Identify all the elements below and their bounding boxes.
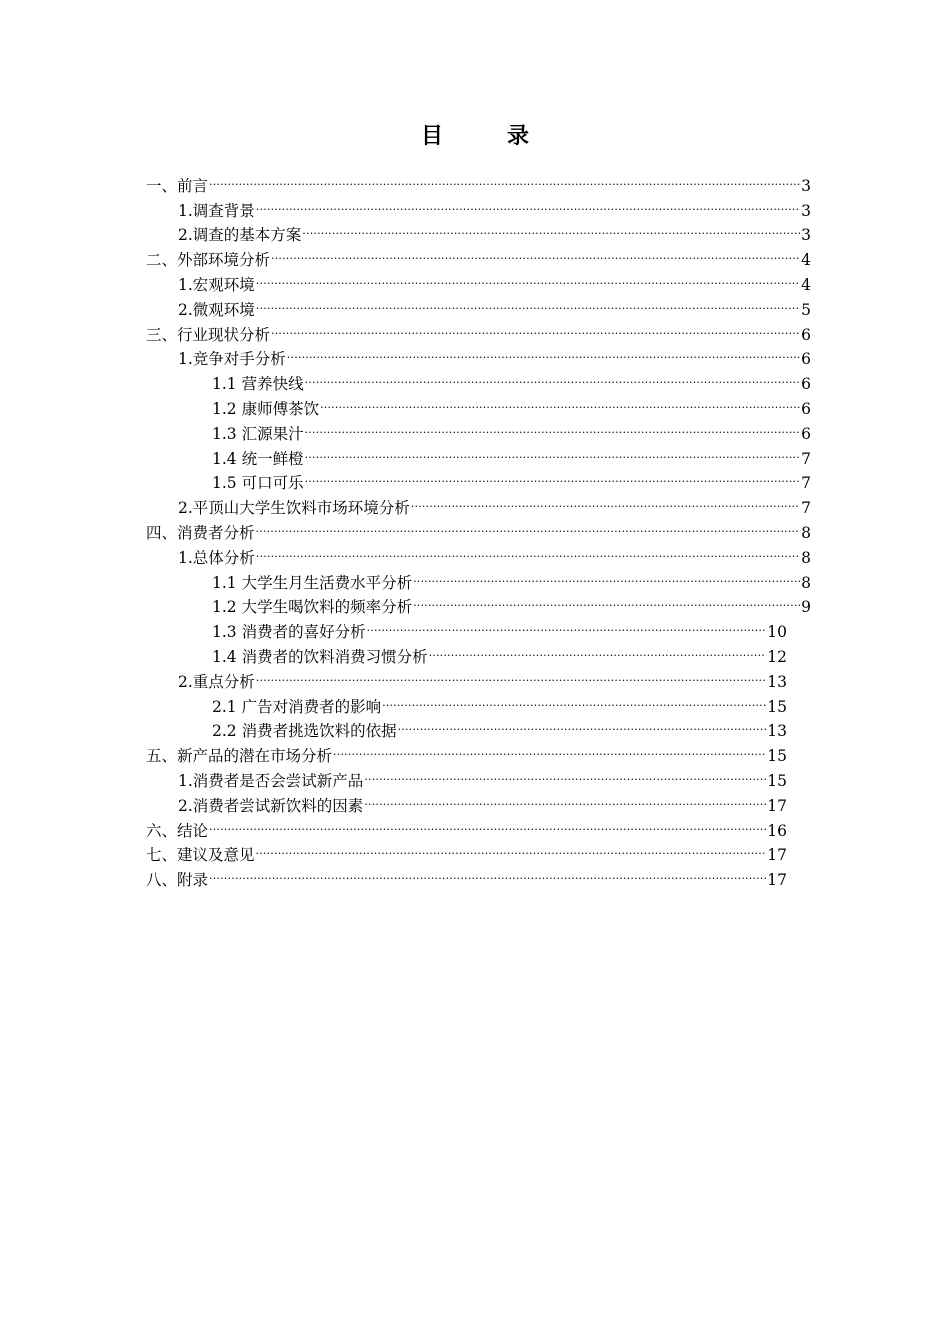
toc-entry-label: 1.消费者是否会尝试新产品: [178, 771, 364, 790]
toc-entry-page-number: 3: [801, 176, 811, 195]
toc-dot-leader: [271, 240, 800, 265]
toc-entry-page-number: 7: [801, 449, 811, 468]
toc-dot-leader: [256, 836, 767, 861]
toc-entry-label: 四、消费者分析: [146, 523, 255, 542]
toc-dot-leader: [413, 588, 800, 613]
toc-entry-page-number: 3: [801, 201, 811, 220]
toc-entry-label: 1.总体分析: [178, 548, 255, 567]
toc-entry-label: 1.1 营养快线: [212, 375, 304, 394]
toc-dot-leader: [305, 364, 801, 389]
toc-entry-label: 八、附录: [146, 871, 209, 890]
toc-dot-leader: [364, 761, 766, 786]
toc-entry[interactable]: [146, 836, 787, 865]
toc-entry-label: 1.1 大学生月生活费水平分析: [212, 573, 413, 592]
toc-dot-leader: [305, 439, 801, 464]
toc-dot-leader: [287, 340, 800, 365]
toc-dot-leader: [305, 414, 801, 439]
toc-entry-label: 一、前言: [146, 176, 209, 195]
toc-dot-leader: [256, 538, 800, 563]
toc-entry-page-number: 16: [767, 821, 787, 840]
toc-entry-label: 六、结论: [146, 821, 209, 840]
toc-entry-label: 1.4 消费者的饮料消费习惯分析: [212, 647, 428, 666]
toc-dot-leader: [411, 488, 800, 513]
toc-entry-page-number: 13: [767, 722, 787, 741]
toc-dot-leader: [398, 712, 767, 737]
toc-entry-page-number: 6: [801, 375, 811, 394]
toc-dot-leader: [256, 191, 800, 216]
toc-entry-label: 1.调查背景: [178, 201, 255, 220]
toc-entry[interactable]: [146, 166, 811, 195]
toc-entry-page-number: 15: [767, 697, 787, 716]
toc-dot-leader: [364, 786, 766, 811]
toc-entry[interactable]: [146, 191, 811, 220]
toc-entry-label: 1.2 康师傅茶饮: [212, 399, 320, 418]
toc-dot-leader: [413, 563, 800, 588]
toc-entry-label: 2.微观环境: [178, 300, 255, 319]
toc-dot-leader: [209, 811, 766, 836]
toc-entry-label: 五、新产品的潜在市场分析: [146, 747, 333, 766]
toc-entry-label: 1.5 可口可乐: [212, 474, 304, 493]
toc-entry-page-number: 15: [767, 771, 787, 790]
toc-list: [146, 166, 811, 890]
toc-dot-leader: [256, 662, 766, 687]
toc-entry-page-number: 8: [801, 573, 811, 592]
toc-entry-label: 2.重点分析: [178, 672, 255, 691]
toc-entry-page-number: 9: [801, 598, 811, 617]
toc-dot-leader: [382, 687, 766, 712]
toc-entry-label: 1.3 汇源果汁: [212, 424, 304, 443]
toc-dot-leader: [333, 736, 766, 761]
toc-dot-leader: [429, 637, 767, 662]
toc-entry-page-number: 13: [767, 672, 787, 691]
toc-entry-page-number: 17: [767, 871, 787, 890]
toc-entry-page-number: 8: [801, 548, 811, 567]
toc-entry-page-number: 12: [767, 647, 787, 666]
toc-entry-label: 七、建议及意见: [146, 846, 255, 865]
toc-entry[interactable]: [146, 811, 787, 840]
toc-dot-leader: [256, 290, 800, 315]
toc-title-char-1: 目: [420, 123, 443, 149]
toc-entry-label: 1.竞争对手分析: [178, 350, 286, 369]
toc-entry-label: 1.4 统一鲜橙: [212, 449, 304, 468]
toc-dot-leader: [367, 612, 767, 637]
toc-title-char-2: 录: [507, 123, 530, 149]
toc-dot-leader: [256, 265, 800, 290]
toc-entry-page-number: 7: [801, 499, 811, 518]
toc-entry-label: 二、外部环境分析: [146, 251, 271, 270]
toc-entry-page-number: 4: [801, 275, 811, 294]
toc-entry-page-number: 15: [767, 747, 787, 766]
toc-entry-page-number: 6: [801, 350, 811, 369]
toc-entry-page-number: 6: [801, 399, 811, 418]
toc-dot-leader: [271, 315, 800, 340]
toc-dot-leader: [209, 166, 800, 191]
toc-entry-page-number: 17: [767, 846, 787, 865]
toc-entry-page-number: 6: [801, 325, 811, 344]
toc-entry-page-number: 7: [801, 474, 811, 493]
toc-entry-label: 1.2 大学生喝饮料的频率分析: [212, 598, 413, 617]
toc-entry-label: 1.宏观环境: [178, 275, 255, 294]
toc-dot-leader: [302, 216, 800, 241]
toc-entry-page-number: 8: [801, 523, 811, 542]
toc-entry-page-number: 5: [801, 300, 811, 319]
toc-entry-label: 2.2 消费者挑选饮料的依据: [212, 722, 397, 741]
toc-entry-page-number: 4: [801, 251, 811, 270]
toc-entry-page-number: 3: [801, 226, 811, 245]
toc-entry[interactable]: [146, 860, 787, 890]
toc-entry-label: 2.1 广告对消费者的影响: [212, 697, 382, 716]
toc-entry-label: 2.平顶山大学生饮料市场环境分析: [178, 499, 410, 518]
toc-entry-page-number: 6: [801, 424, 811, 443]
toc-dot-leader: [305, 464, 801, 489]
toc-entry-page-number: 17: [767, 796, 787, 815]
toc-entry-label: 三、行业现状分析: [146, 325, 271, 344]
toc-entry-label: 1.3 消费者的喜好分析: [212, 623, 366, 642]
toc-entry-label: 2.消费者尝试新饮料的因素: [178, 796, 364, 815]
toc-dot-leader: [256, 513, 801, 538]
toc-dot-leader: [209, 860, 766, 885]
toc-entry-page-number: 10: [767, 623, 787, 642]
toc-dot-leader: [320, 389, 800, 414]
toc-title: [0, 118, 950, 154]
toc-entry-label: 2.调查的基本方案: [178, 226, 302, 245]
